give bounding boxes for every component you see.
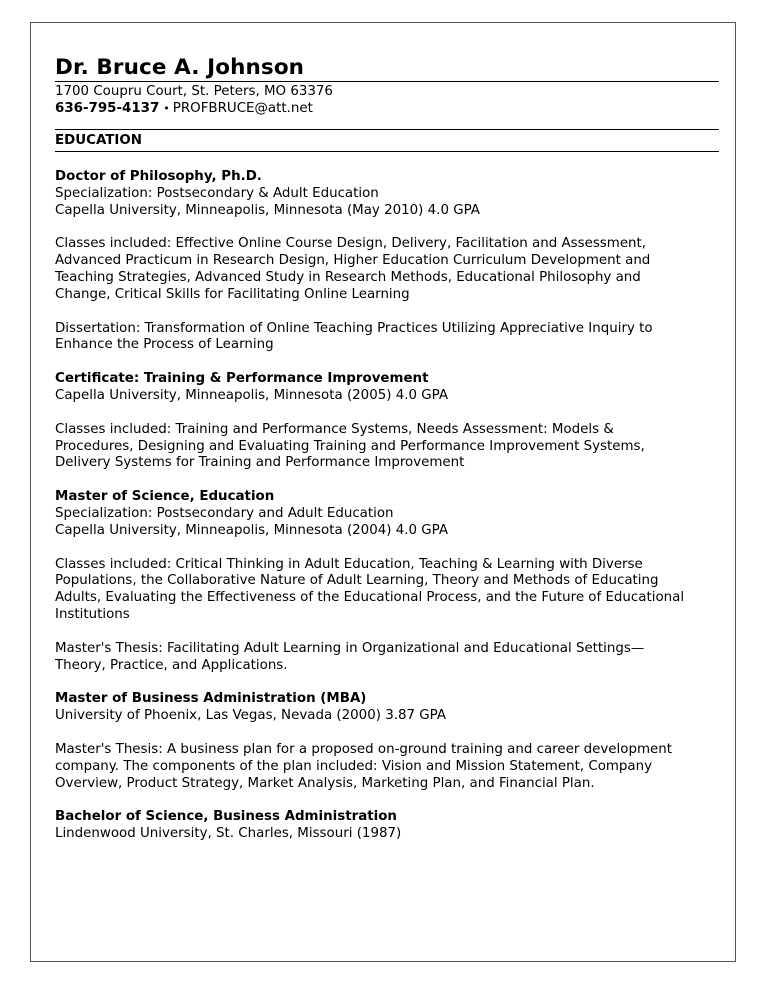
thesis-line: Master's Thesis: Facilitating Adult Learning in Organizational and Educational Settings— — [55, 640, 645, 656]
thesis-line: Theory, Practice, and Applications. — [55, 657, 288, 673]
ms-thesis — [55, 641, 719, 675]
thesis-line: Overview, Product Strategy, Market Analysis, Marketing Plan, and Financial Plan. — [55, 775, 595, 791]
specialization: Specialization: Postsecondary and Adult Education — [55, 505, 394, 521]
ms-summary — [55, 489, 719, 539]
classes-line: Adults, Evaluating the Effectiveness of the Educational Process, and the Future of Educational — [55, 590, 685, 606]
certificate-summary — [55, 371, 719, 405]
classes-line: Procedures, Designing and Evaluating Training and Performance Improvement Systems, — [55, 438, 645, 454]
resume-name: Dr. Bruce A. Johnson — [55, 55, 305, 80]
classes-line: Teaching Strategies, Advanced Study in Research Methods, Educational Philosophy and — [55, 269, 641, 285]
school-info: Lindenwood University, St. Charles, Missouri (1987) — [55, 826, 402, 842]
section-divider-bottom — [55, 151, 719, 152]
degree-title: Doctor of Philosophy, Ph.D. — [55, 169, 262, 184]
education-entry-ms — [55, 489, 719, 674]
specialization: Specialization: Postsecondary & Adult Education — [55, 185, 379, 201]
resume-page — [30, 22, 736, 962]
classes-line: Populations, the Collaborative Nature of Adult Learning, Theory and Methods of Educating — [55, 573, 659, 589]
school-info: Capella University, Minneapolis, Minnesota (2004) 4.0 GPA — [55, 522, 449, 538]
mba-thesis — [55, 742, 719, 792]
school-info: Capella University, Minneapolis, Minnesota (May 2010) 4.0 GPA — [55, 202, 480, 218]
degree-title: Bachelor of Science, Business Administration — [55, 809, 397, 825]
phd-dissertation — [55, 321, 719, 355]
degree-title: Certificate: Training & Performance Improvement — [55, 371, 429, 387]
phd-classes — [55, 236, 719, 303]
classes-line: Delivery Systems for Training and Performance Improvement — [55, 455, 465, 471]
dissertation-line: Enhance the Process of Learning — [55, 337, 274, 353]
degree-title: Master of Business Administration (MBA) — [55, 691, 367, 707]
classes-line: Change, Critical Skills for Facilitating Online Learning — [55, 286, 410, 302]
certificate-classes — [55, 422, 719, 472]
classes-line: Institutions — [55, 606, 130, 622]
phone-email-line — [55, 100, 719, 117]
phd-summary — [55, 169, 719, 219]
education-entry-mba — [55, 691, 719, 792]
education-entry-bs — [55, 809, 719, 843]
school-info: University of Phoenix, Las Vegas, Nevada (2000) 3.87 GPA — [55, 708, 447, 724]
education-entry-phd — [55, 169, 719, 354]
dissertation-line: Dissertation: Transformation of Online Teaching Practices Utilizing Appreciative Inquiry to — [55, 320, 653, 336]
resume-content — [55, 55, 719, 860]
education-entry-certificate — [55, 371, 719, 472]
classes-line: Advanced Practicum in Research Design, Higher Education Curriculum Development and — [55, 253, 651, 269]
section-title-education: EDUCATION — [55, 133, 142, 148]
thesis-line: Master's Thesis: A business plan for a proposed on-ground training and career development — [55, 741, 672, 757]
ms-classes — [55, 557, 719, 624]
name-divider — [55, 81, 719, 82]
bullet-separator: • — [163, 102, 170, 115]
bs-summary — [55, 809, 719, 843]
email-address: PROFBRUCE@att.net — [172, 101, 313, 116]
school-info: Capella University, Minneapolis, Minnesota (2005) 4.0 GPA — [55, 387, 449, 403]
degree-title: Master of Science, Education — [55, 489, 275, 505]
address: 1700 Coupru Court, St. Peters, MO 63376 — [55, 84, 333, 99]
classes-line: Classes included: Effective Online Course Design, Delivery, Facilitation and Assessment, — [55, 236, 647, 252]
classes-line: Classes included: Critical Thinking in Adult Education, Teaching & Learning with Diverse — [55, 556, 643, 572]
contact-block — [55, 83, 719, 117]
spacer — [55, 117, 719, 129]
classes-line: Classes included: Training and Performance Systems, Needs Assessment: Models & — [55, 421, 614, 437]
phone-number: 636-795-4137 — [55, 101, 160, 116]
thesis-line: company. The components of the plan included: Vision and Mission Statement, Company — [55, 758, 653, 774]
mba-summary — [55, 691, 719, 725]
